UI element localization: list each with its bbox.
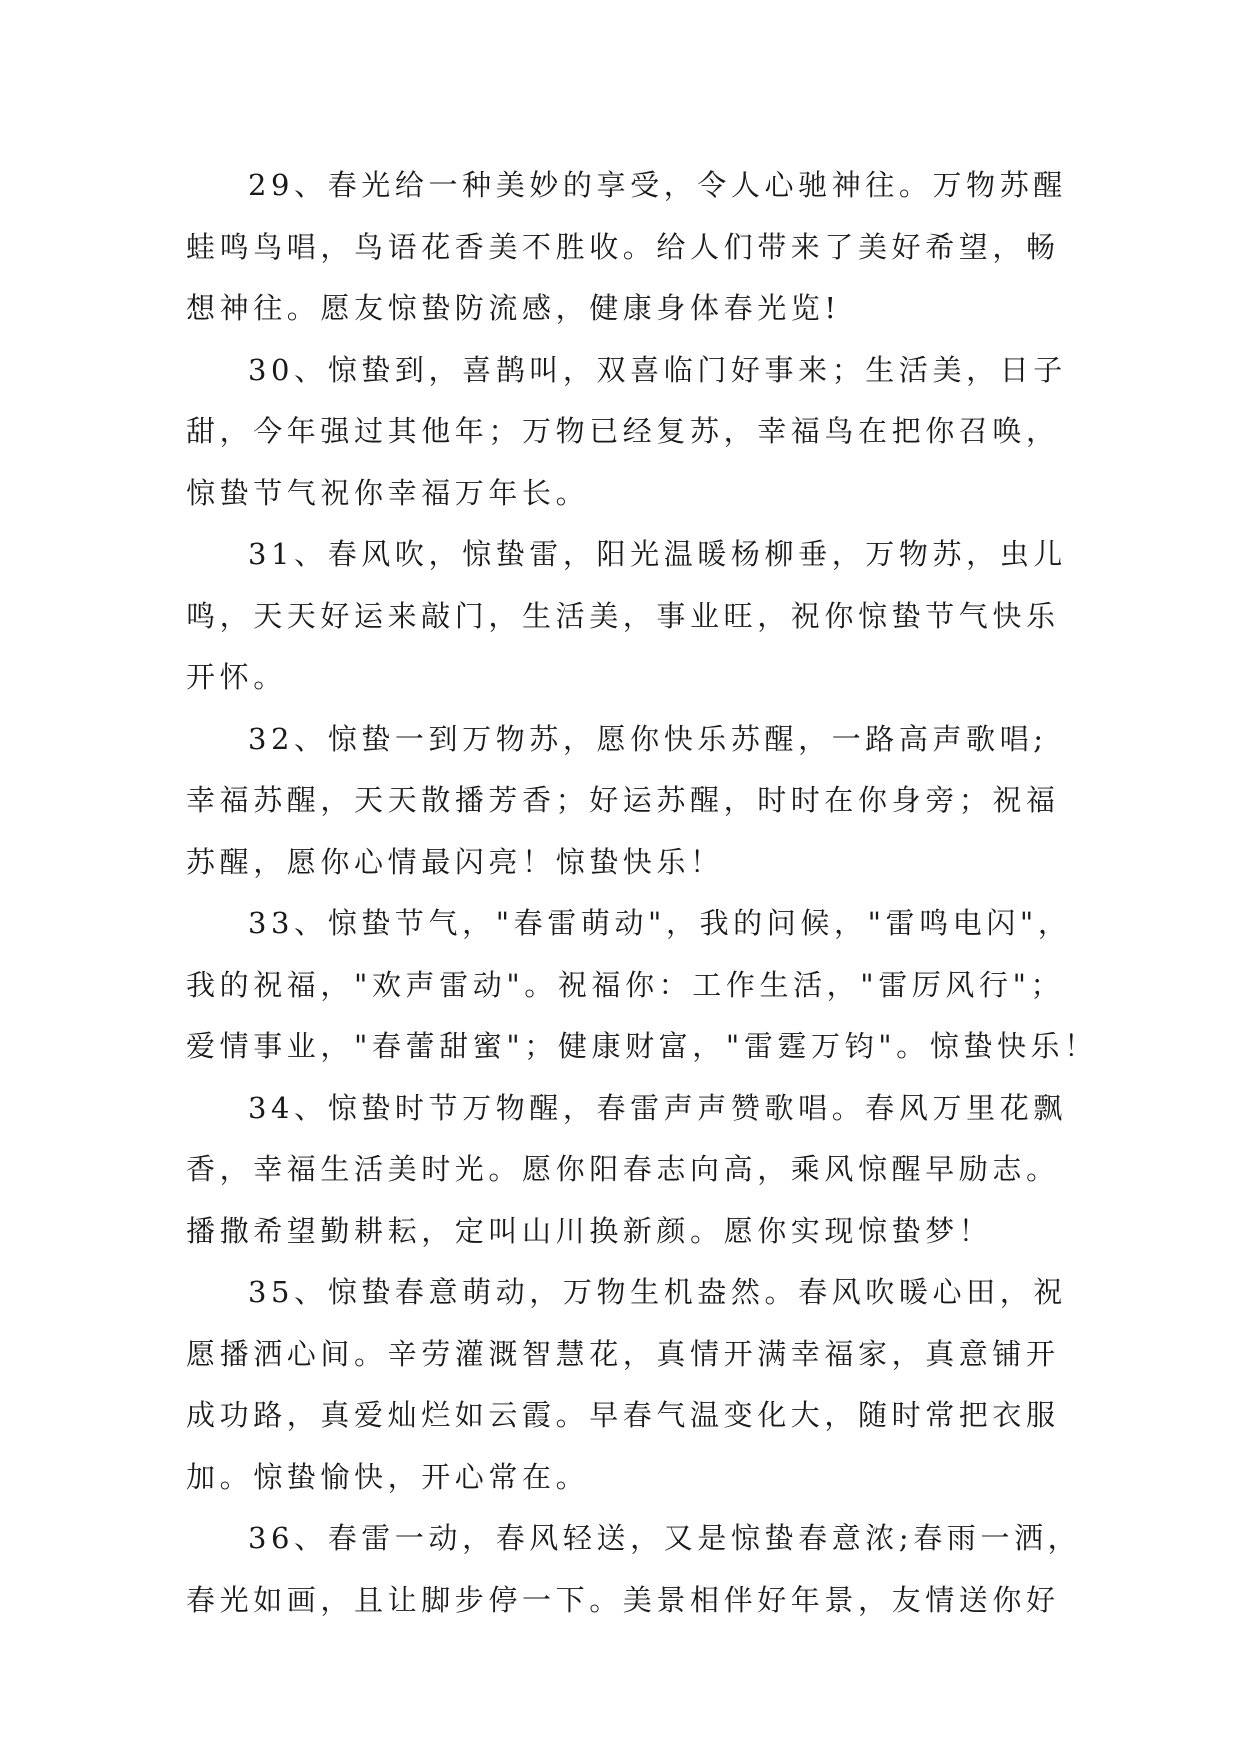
text-line: 33、惊蛰节气，"春雷萌动"，我的问候，"雷鸣电闪"， [248, 906, 1072, 940]
text-line: 甜，今年强过其他年；万物已经复苏，幸福鸟在把你召唤， [186, 414, 1060, 448]
paragraph-33 [186, 893, 1098, 1078]
text-line: 惊蛰节气祝你幸福万年长。 [186, 475, 590, 510]
text-line: 加。惊蛰愉快，开心常在。 [186, 1459, 590, 1494]
text-line: 春光如画，且让脚步停一下。美景相伴好年景，友情送你好 [186, 1582, 1060, 1617]
text-line: 愿播洒心间。辛劳灌溉智慧花，真情开满幸福家，真意铺开 [186, 1336, 1060, 1371]
text-line: 想神往。愿友惊蛰防流感，健康身体春光览! [186, 291, 841, 325]
paragraph-32 [186, 709, 1066, 894]
paragraph-35 [186, 1262, 1066, 1508]
text-line: 开怀。 [186, 660, 287, 694]
text-line: 成功路，真爱灿烂如云霞。早春气温变化大，随时常把衣服 [186, 1398, 1060, 1432]
text-line: 播撒希望勤耕耘，定叫山川换新颜。愿你实现惊蛰梦！ [186, 1213, 993, 1248]
text-line: 36、春雷一动，春风轻送，又是惊蛰春意浓;春雨一洒， [248, 1521, 1082, 1555]
paragraph-36 [186, 1508, 1082, 1631]
text-line: 爱情事业，"春蕾甜蜜"；健康财富，"雷霆万钧"。惊蛰快乐！ [186, 1029, 1098, 1063]
text-line: 29、春光给一种美妙的享受，令人心驰神往。万物苏醒 [248, 168, 1067, 202]
text-line: 31、春风吹，惊蛰雷，阳光温暖杨柳垂，万物苏，虫儿 [248, 537, 1067, 571]
text-line: 30、惊蛰到，喜鹊叫，双喜临门好事来；生活美，日子 [248, 352, 1067, 387]
text-line: 35、惊蛰春意萌动，万物生机盎然。春风吹暖心田，祝 [248, 1275, 1067, 1309]
text-line: 我的祝福，"欢声雷动"。祝福你：工作生活，"雷厉风行"； [186, 967, 1065, 1002]
text-line: 蛙鸣鸟唱，鸟语花香美不胜收。给人们带来了美好希望，畅 [186, 229, 1060, 264]
text-line: 32、惊蛰一到万物苏，愿你快乐苏醒，一路高声歌唱; [248, 721, 1048, 756]
text-line: 鸣，天天好运来敲门，生活美，事业旺，祝你惊蛰节气快乐 [186, 598, 1060, 633]
document-body [186, 155, 1098, 1631]
paragraph-30 [186, 340, 1066, 525]
text-line: 苏醒，愿你心情最闪亮！惊蛰快乐！ [186, 844, 724, 879]
paragraph-31 [186, 524, 1066, 709]
text-line: 香，幸福生活美时光。愿你阳春志向高，乘风惊醒早励志。 [186, 1152, 1060, 1186]
paragraph-34 [186, 1078, 1066, 1263]
text-line: 34、惊蛰时节万物醒，春雷声声赞歌唱。春风万里花飘 [248, 1090, 1067, 1125]
paragraph-29 [186, 155, 1066, 340]
text-line: 幸福苏醒，天天散播芳香；好运苏醒，时时在你身旁；祝福 [186, 783, 1060, 817]
